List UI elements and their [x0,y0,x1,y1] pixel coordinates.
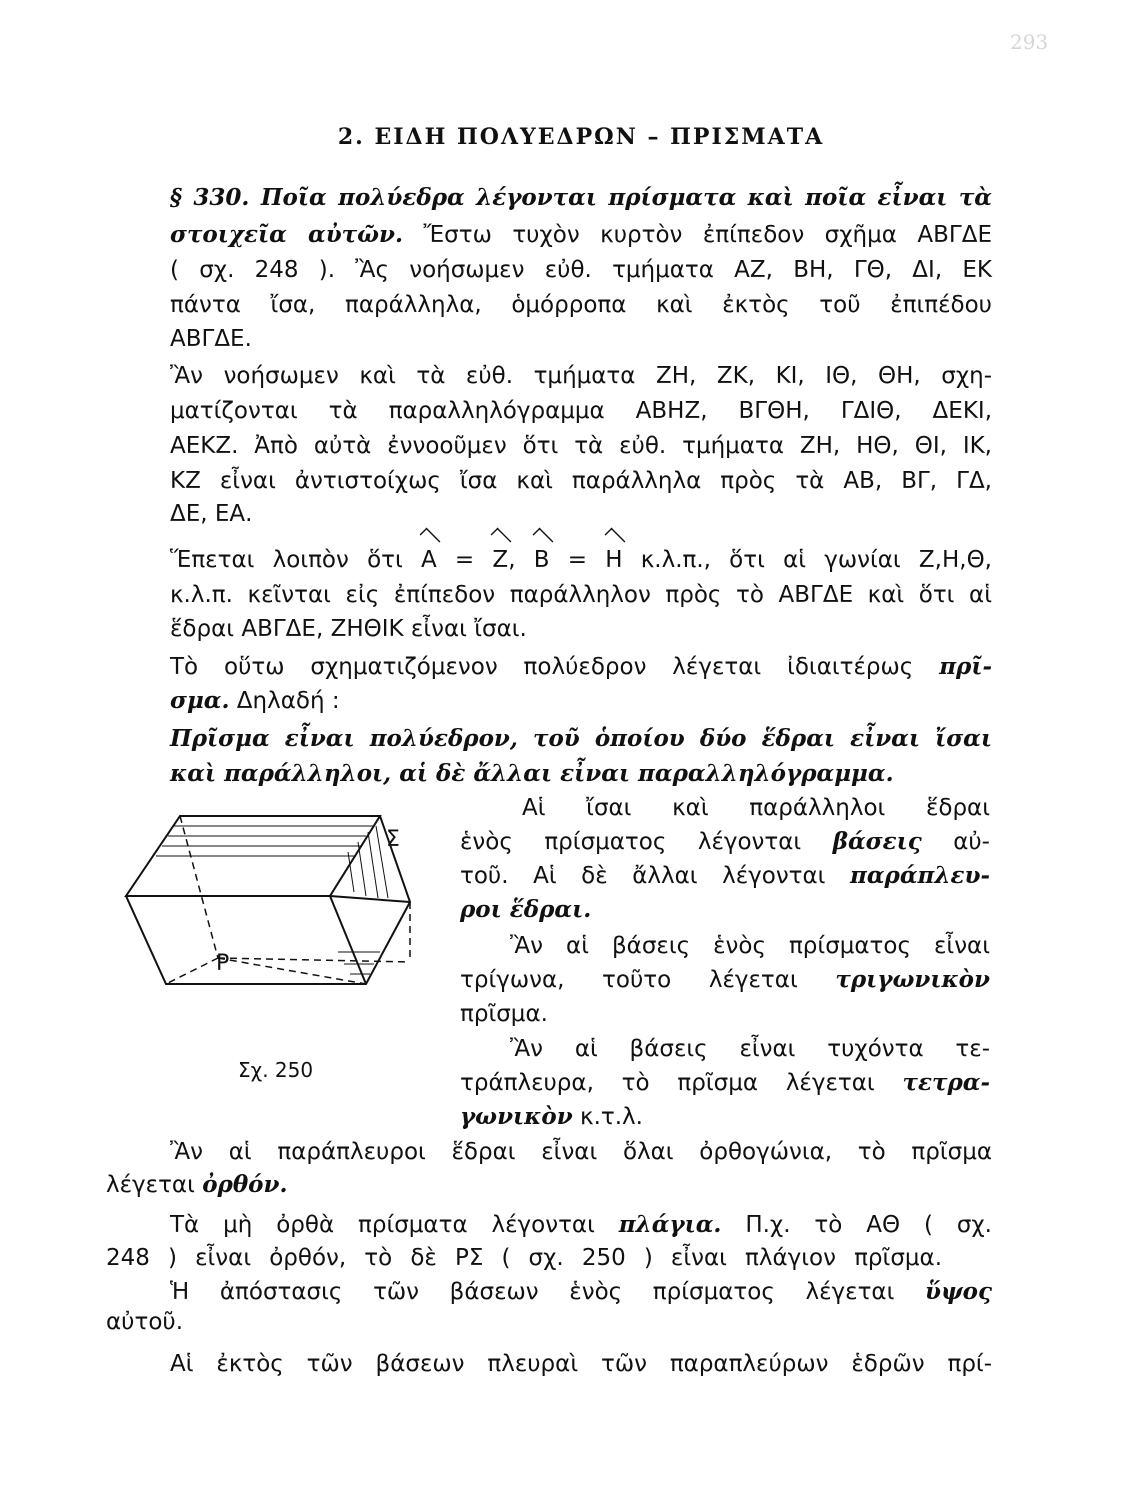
paragraph-line [460,1066,990,1100]
text: Τὸ οὕτω σχηματιζόμενον πολύεδρον λέγεται ἰδιαιτέρως [170,654,940,680]
paragraph-line: Αἱ ἴσαι καὶ παράλληλοι ἕδραι [522,795,990,821]
paragraph-line: ΑΒΓΔΕ. [170,326,252,352]
paragraph-line [170,218,992,252]
text: Ἕπεται λοιπὸν ὅτι [170,547,421,573]
term: σμα. [170,687,230,714]
text: Τὰ μὴ ὀρθὰ πρίσματα λέγονται [170,1212,619,1238]
vertex-label-R: Ρ [216,951,230,976]
term: ὀρθόν. [202,1171,288,1198]
paragraph-line: Αἱ ἐκτὸς τῶν βάσεων πλευραὶ τῶν παραπλεύρων ἑδρῶν πρί- [170,1351,992,1377]
page-number: 293 [1010,30,1049,54]
term: ροι ἕδραι. [460,896,592,923]
angle-A: Α [421,543,437,577]
text: = [549,547,606,573]
paragraph-line [170,1275,992,1309]
definition: καὶ παράλληλοι, αἱ δὲ ἄλλαι εἶναι παραλληλόγραμμα. [170,760,894,787]
term: γωνικὸν [460,1103,573,1130]
prism-diagram [118,812,418,1052]
paragraph-line: ΔΕ, ΕΑ. [170,501,253,527]
paragraph-line [460,1100,990,1134]
section-title: 2. ΕΙΔΗ ΠΟΛΥΕΔΡΩΝ – ΠΡΙΣΜΑΤΑ [337,124,825,150]
text: Π.χ. τὸ ΑΘ ( σχ. [721,1212,992,1238]
definition: Πρῖσμα εἶναι πολύεδρον, τοῦ ὁποίου δύο ἕδραι εἶναι ἴσαι [170,725,992,752]
vertex-label-S: Σ [386,827,400,852]
text: κ.λ.π., ὅτι αἱ γωνίαι Ζ,Η,Θ, [622,547,992,573]
paragraph-line: ματίζονται τὰ παραλληλόγραμμα ΑΒΗΖ, ΒΓΘΗ, ΓΔΙΘ, ΔΕΚΙ, [170,398,992,424]
text: Ἔστω τυχὸν κυρτὸν ἐπίπεδον σχῆμα ΑΒΓΔΕ [403,222,992,248]
paragraph-line: πάντα ἴσα, παράλληλα, ὁμόρροπα καὶ ἐκτὸς τοῦ ἐπιπέδου [170,292,992,318]
paragraph-line: Ἂν αἱ παράπλευροι ἕδραι εἶναι ὅλαι ὀρθογώνια, τὸ πρῖσμα [170,1139,992,1165]
definition-line [170,722,992,756]
text: αὐ- [921,829,990,855]
term: παράπλευ- [850,862,990,889]
figure-caption: Σχ. 250 [238,1058,314,1082]
angle-H: Η [605,543,622,577]
text: ἑνὸς πρίσματος λέγονται [460,829,833,855]
paragraph-line: ( σχ. 248 ). Ἂς νοήσωμεν εὐθ. τμήματα ΑΖ, ΒΗ, ΓΘ, ΔΙ, ΕΚ [170,257,992,283]
paragraph-line: Ἂν αἱ βάσεις εἶναι τυχόντα τε- [510,1036,990,1062]
term: βάσεις [832,828,922,855]
paragraph-line: ἕδραι ΑΒΓΔΕ, ΖΗΘΙΚ εἶναι ἴσαι. [170,616,527,642]
paragraph-line: Ἂν νοήσωμεν καὶ τὰ εὐθ. τμήματα ΖΗ, ΖΚ, ΚΙ, ΙΘ, ΘΗ, σχη- [170,363,992,389]
paragraph-line [170,1208,992,1242]
paragraph-line [106,1168,992,1202]
term: πλάγια. [618,1211,722,1238]
paragraph-line: κ.λ.π. κεῖνται εἰς ἐπίπεδον παράλληλον πρὸς τὸ ΑΒΓΔΕ καὶ ὅτι αἱ [170,582,992,608]
paragraph-line [170,684,992,718]
term: πρῖ- [939,653,992,680]
text: κ.τ.λ. [572,1104,643,1130]
term: τριγωνικὸν [835,966,990,993]
term: ὕψος [925,1278,992,1305]
paragraph-line: Ἂν αἱ βάσεις ἑνὸς πρίσματος εἶναι [510,933,990,959]
paragraph-line [460,859,990,893]
paragraph-line: ΚΖ εἶναι ἀντιστοίχως ἴσα καὶ παράλληλα πρὸς τὰ ΑΒ, ΒΓ, ΓΔ, [170,468,992,494]
paragraph-line: αὐτοῦ. [106,1309,184,1335]
text: λέγεται [106,1172,203,1198]
paragraph-line [460,825,990,859]
term: τετρα- [902,1069,990,1096]
paragraph-line: 248 ) εἶναι ὀρθόν, τὸ δὲ ΡΣ ( σχ. 250 ) εἶναι πλάγιον πρῖσμα. [106,1245,942,1271]
paragraph-line [460,893,990,927]
text: τρίγωνα, τοῦτο λέγεται [460,967,836,993]
prism-figure [118,812,418,1056]
paragraph-line: πρῖσμα. [460,1001,548,1027]
text: Ἡ ἀπόστασις τῶν βάσεων ἑνὸς πρίσματος λέγεται [170,1279,926,1305]
text: = [436,547,493,573]
paragraph-line [460,963,990,997]
text: τράπλευρα, τὸ πρῖσμα λέγεται [460,1070,903,1096]
paragraph-line [170,181,992,215]
angle-Z: Ζ [492,543,508,577]
text: Δηλαδή : [229,688,340,714]
paragraph-line [170,650,992,684]
subsection-heading-cont: στοιχεῖα αὐτῶν. [170,221,404,248]
paragraph-line: ΑΕΚΖ. Ἀπὸ αὐτὰ ἐννοοῦμεν ὅτι τὰ εὐθ. τμήματα ΖΗ, ΗΘ, ΘΙ, ΙΚ, [170,433,992,459]
angle-B: Β [534,543,550,577]
text: τοῦ. Αἱ δὲ ἄλλαι λέγονται [460,863,851,889]
paragraph-line [170,543,992,577]
text: , [508,547,534,573]
subsection-heading: § 330. Ποῖα πολύεδρα λέγονται πρίσματα καὶ ποῖα εἶναι τὰ [170,184,992,211]
definition-line [170,757,992,791]
